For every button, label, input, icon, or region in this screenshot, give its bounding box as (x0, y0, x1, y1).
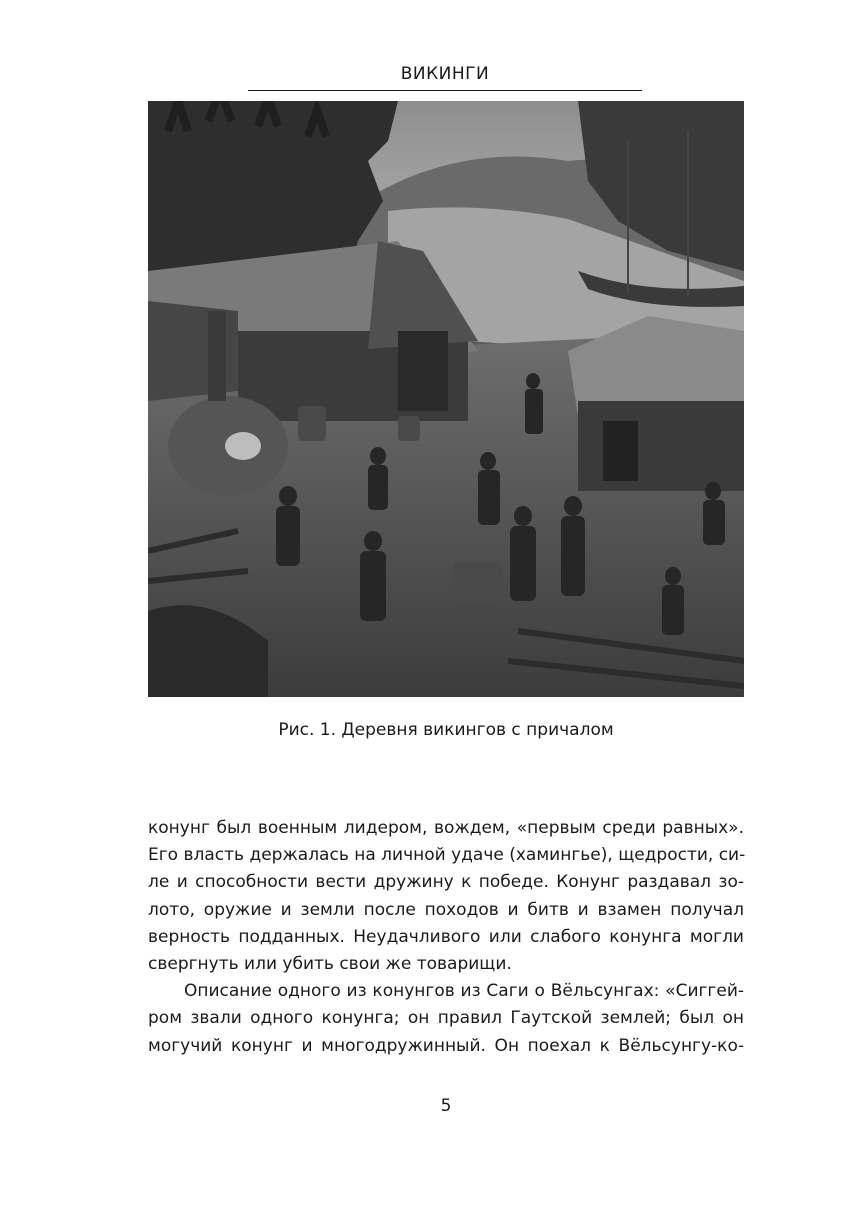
house-right-wall (578, 401, 744, 491)
body-line: лото, оружие и земли после походов и битв и взамен получал (148, 899, 744, 920)
body-line: Его власть держалась на личной удаче (хамингье), щедрости, си- (148, 845, 746, 866)
chimney (208, 311, 226, 401)
page-number: 5 (440, 1096, 452, 1116)
house-left-door (398, 331, 448, 411)
body-line: свергнуть или убить свои же товарищи. (148, 954, 512, 975)
body-line: конунг был военным лидером, вождем, «первым среди равных». (148, 818, 744, 838)
body-line: ром звали одного конунга; он правил Гаутской землей; был он (148, 1008, 744, 1029)
body-line-paragraph-start: Описание одного из конунгов из Саги о Вёльсунгах: «Сиггей- (184, 981, 744, 1002)
viking-village-illustration (148, 101, 744, 697)
body-text (148, 815, 744, 1060)
body-line: ле и способности вести дружину к победе. Конунг раздавал зо- (148, 872, 744, 893)
body-line: могучий конунг и многодружинный. Он поехал к Вёльсунгу-ко- (148, 1035, 744, 1056)
header-rule (248, 90, 642, 91)
body-line: верность подданных. Неудачливого или слабого конунга могли (148, 926, 744, 947)
running-head-title: ВИКИНГИ (400, 64, 490, 84)
figure-caption: Рис. 1. Деревня викингов с причалом (278, 720, 614, 740)
